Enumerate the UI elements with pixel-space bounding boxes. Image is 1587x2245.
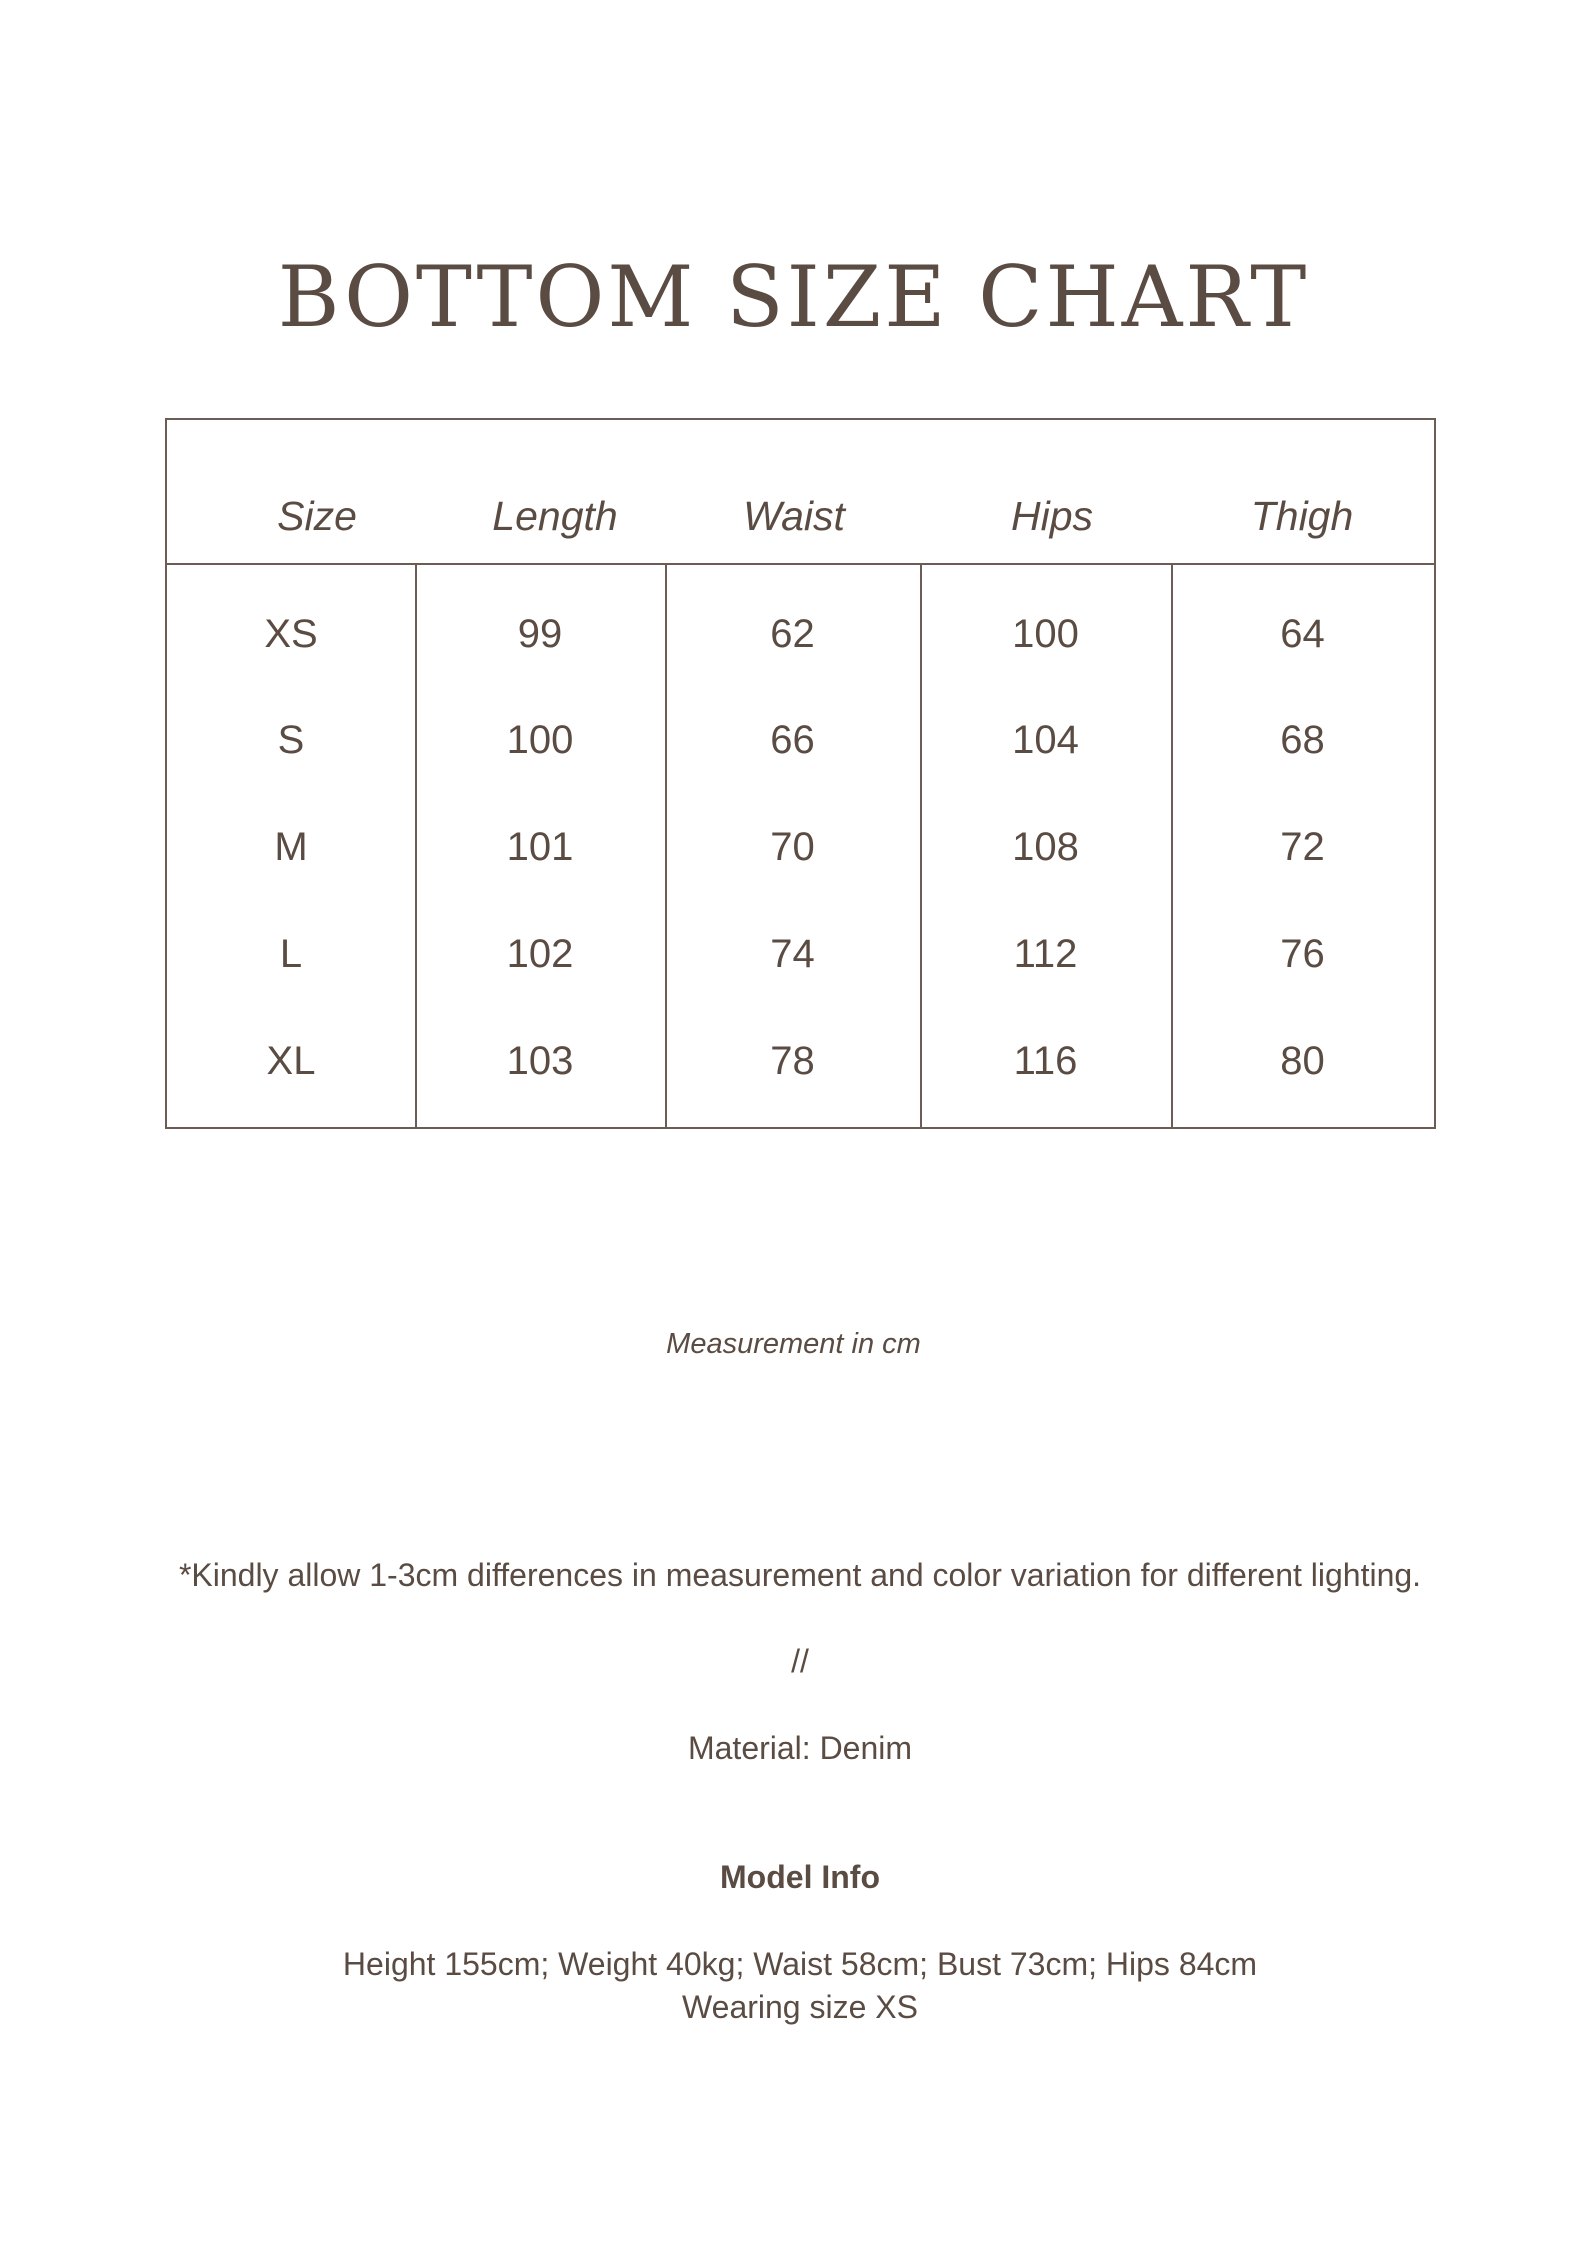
model-wearing-size: Wearing size XS <box>682 1989 918 2025</box>
cell-hips-xl: 116 <box>1013 1039 1078 1083</box>
cell-hips-xs: 100 <box>1012 612 1079 656</box>
cell-size-m: M <box>274 825 308 869</box>
cell-thigh-xl: 80 <box>1280 1039 1325 1083</box>
cell-waist-xl: 78 <box>770 1039 815 1083</box>
size-chart-table <box>165 418 1436 1129</box>
model-measurements: Height 155cm; Weight 40kg; Waist 58cm; Bust 73cm; Hips 84cm <box>342 1946 1258 1982</box>
material-text: Material: Denim <box>687 1730 913 1766</box>
cell-waist-m: 70 <box>770 825 815 869</box>
header-length: Length <box>492 493 618 539</box>
cell-length-xs: 99 <box>517 612 563 656</box>
cell-thigh-l: 76 <box>1280 932 1325 976</box>
cell-waist-s: 66 <box>770 718 815 762</box>
disclaimer-text: *Kindly allow 1-3cm differences in measurement and color variation for different lighting. <box>178 1557 1422 1593</box>
cell-hips-l: 112 <box>1013 932 1078 976</box>
cell-hips-m: 108 <box>1012 825 1079 869</box>
cell-size-s: S <box>277 718 305 762</box>
cell-hips-s: 104 <box>1012 718 1079 762</box>
cell-length-l: 102 <box>506 932 574 976</box>
cell-size-l: L <box>279 932 303 976</box>
page-title: BOTTOM SIZE CHART <box>277 248 1310 346</box>
cell-size-xl: XL <box>266 1039 316 1083</box>
cell-thigh-s: 68 <box>1280 718 1325 762</box>
separator: // <box>791 1643 809 1679</box>
units-note: Measurement in cm <box>666 1328 921 1360</box>
header-hips: Hips <box>1010 493 1094 539</box>
cell-thigh-m: 72 <box>1280 825 1325 869</box>
cell-thigh-xs: 64 <box>1280 612 1325 656</box>
cell-size-xs: XS <box>264 612 318 656</box>
header-waist: Waist <box>743 493 845 539</box>
cell-waist-l: 74 <box>770 932 815 976</box>
cell-length-xl: 103 <box>506 1039 574 1083</box>
header-divider <box>167 563 1434 565</box>
model-info-heading: Model Info <box>720 1859 880 1895</box>
header-size: Size <box>277 493 357 539</box>
cell-length-s: 100 <box>506 718 574 762</box>
cell-length-m: 101 <box>506 825 574 869</box>
cell-waist-xs: 62 <box>770 612 815 656</box>
header-thigh: Thigh <box>1250 493 1354 539</box>
